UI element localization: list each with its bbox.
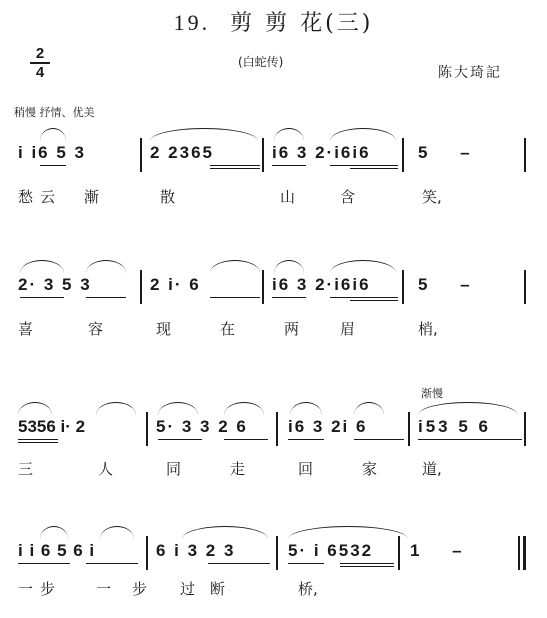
lyric: 道,: [422, 460, 442, 478]
notes: 2 i· 6: [150, 275, 201, 294]
measure: [18, 122, 138, 212]
barline: [518, 536, 520, 570]
beam-line: [40, 165, 66, 166]
notes: i6 3 2·i6i6: [272, 275, 371, 294]
beam-line: [330, 165, 398, 166]
beam-line: [210, 168, 260, 169]
barline: [140, 138, 142, 172]
barline: [402, 270, 404, 304]
music-system-4: [0, 520, 547, 610]
beam-line: [86, 563, 138, 564]
barline: [524, 412, 526, 446]
lyric: 愁: [18, 188, 34, 206]
notes: i6 3 2·i6i6: [272, 143, 371, 162]
beam-line: [208, 563, 270, 564]
beam-line: [288, 563, 324, 564]
beam-line: [86, 297, 126, 298]
beam-line: [18, 439, 58, 440]
barline: [276, 412, 278, 446]
lyric: 一: [18, 580, 34, 598]
beam-line: [340, 563, 394, 564]
tempo-mark-ritardando: 渐慢: [421, 387, 443, 400]
notes: i i 6 5 6 i: [18, 541, 96, 560]
lyric: 人: [98, 460, 114, 478]
lyric: 步: [132, 580, 148, 598]
barline: [524, 138, 526, 172]
lyric: 山: [280, 188, 296, 206]
beam-line: [210, 165, 260, 166]
barline: [146, 536, 148, 570]
barline: [262, 270, 264, 304]
lyric: 过: [180, 580, 196, 598]
lyric: 一: [96, 580, 112, 598]
lyric: 家: [362, 460, 378, 478]
lyric: 步: [40, 580, 56, 598]
lyric: 三: [18, 460, 34, 478]
time-signature-top: 2: [35, 45, 45, 62]
notes: i6 3 2i 6: [288, 417, 368, 436]
lyric: 漸: [84, 188, 100, 206]
lyric: 喜: [18, 320, 34, 338]
notes: 5356 i· 2: [18, 417, 86, 436]
barline: [408, 412, 410, 446]
barline: [402, 138, 404, 172]
beam-line: [350, 168, 398, 169]
beam-line: [354, 439, 404, 440]
lyric: 散: [160, 188, 176, 206]
music-system-2: [0, 254, 547, 344]
notes: 5· 3 3 2 6: [156, 417, 248, 436]
lyric: 容: [88, 320, 104, 338]
barline: [140, 270, 142, 304]
beam-line: [418, 439, 522, 440]
lyric: 同: [166, 460, 182, 478]
beam-line: [20, 297, 64, 298]
beam-line: [210, 297, 260, 298]
barline: [146, 412, 148, 446]
notes: 1 –: [410, 541, 476, 560]
source-label: (白蛇传): [238, 55, 284, 69]
beam-line: [272, 297, 306, 298]
beam-line: [340, 566, 394, 567]
beam-line: [288, 439, 324, 440]
lyric: 含: [340, 188, 356, 206]
notes: 6 i 3 2 3: [156, 541, 236, 560]
barline: [524, 270, 526, 304]
notes: 2· 3 5 3: [18, 275, 92, 294]
song-title: [0, 6, 547, 37]
lyric: 现: [156, 320, 172, 338]
lyric: 云: [40, 188, 56, 206]
measure: [410, 520, 514, 610]
notes: 2 2365: [150, 143, 214, 162]
song-number: 19.: [173, 10, 211, 35]
composer-label: 陈大琦記: [438, 65, 502, 81]
lyric: 断: [210, 580, 226, 598]
lyric: 梢,: [418, 320, 438, 338]
time-signature: [30, 46, 50, 80]
lyric: 在: [220, 320, 236, 338]
beam-line: [350, 300, 398, 301]
music-system-3: [0, 396, 547, 486]
lyric: 桥,: [298, 580, 318, 598]
notes: i i6 5 3: [18, 143, 86, 162]
notes: i53 5 6: [418, 417, 491, 436]
beam-line: [224, 439, 268, 440]
lyric: 笑,: [422, 188, 442, 206]
beam-line: [330, 297, 398, 298]
beam-line: [18, 563, 70, 564]
time-signature-bottom: 4: [35, 64, 45, 81]
lyric: 走: [230, 460, 246, 478]
music-system-1: [0, 122, 547, 212]
beam-line: [18, 442, 58, 443]
beam-line: [272, 165, 306, 166]
tempo-mark-start: 稍慢 抒情、优美: [14, 106, 95, 119]
notes: 5 –: [418, 275, 484, 294]
barline: [398, 536, 400, 570]
barline: [262, 138, 264, 172]
song-name: 剪 剪 花(三): [230, 11, 374, 36]
beam-line: [158, 439, 202, 440]
final-barline: [523, 536, 526, 570]
lyric: 回: [298, 460, 314, 478]
lyric: 眉: [340, 320, 356, 338]
notes: 5· i 6532: [288, 541, 374, 560]
lyric: 两: [284, 320, 300, 338]
notes: 5 –: [418, 143, 484, 162]
barline: [276, 536, 278, 570]
